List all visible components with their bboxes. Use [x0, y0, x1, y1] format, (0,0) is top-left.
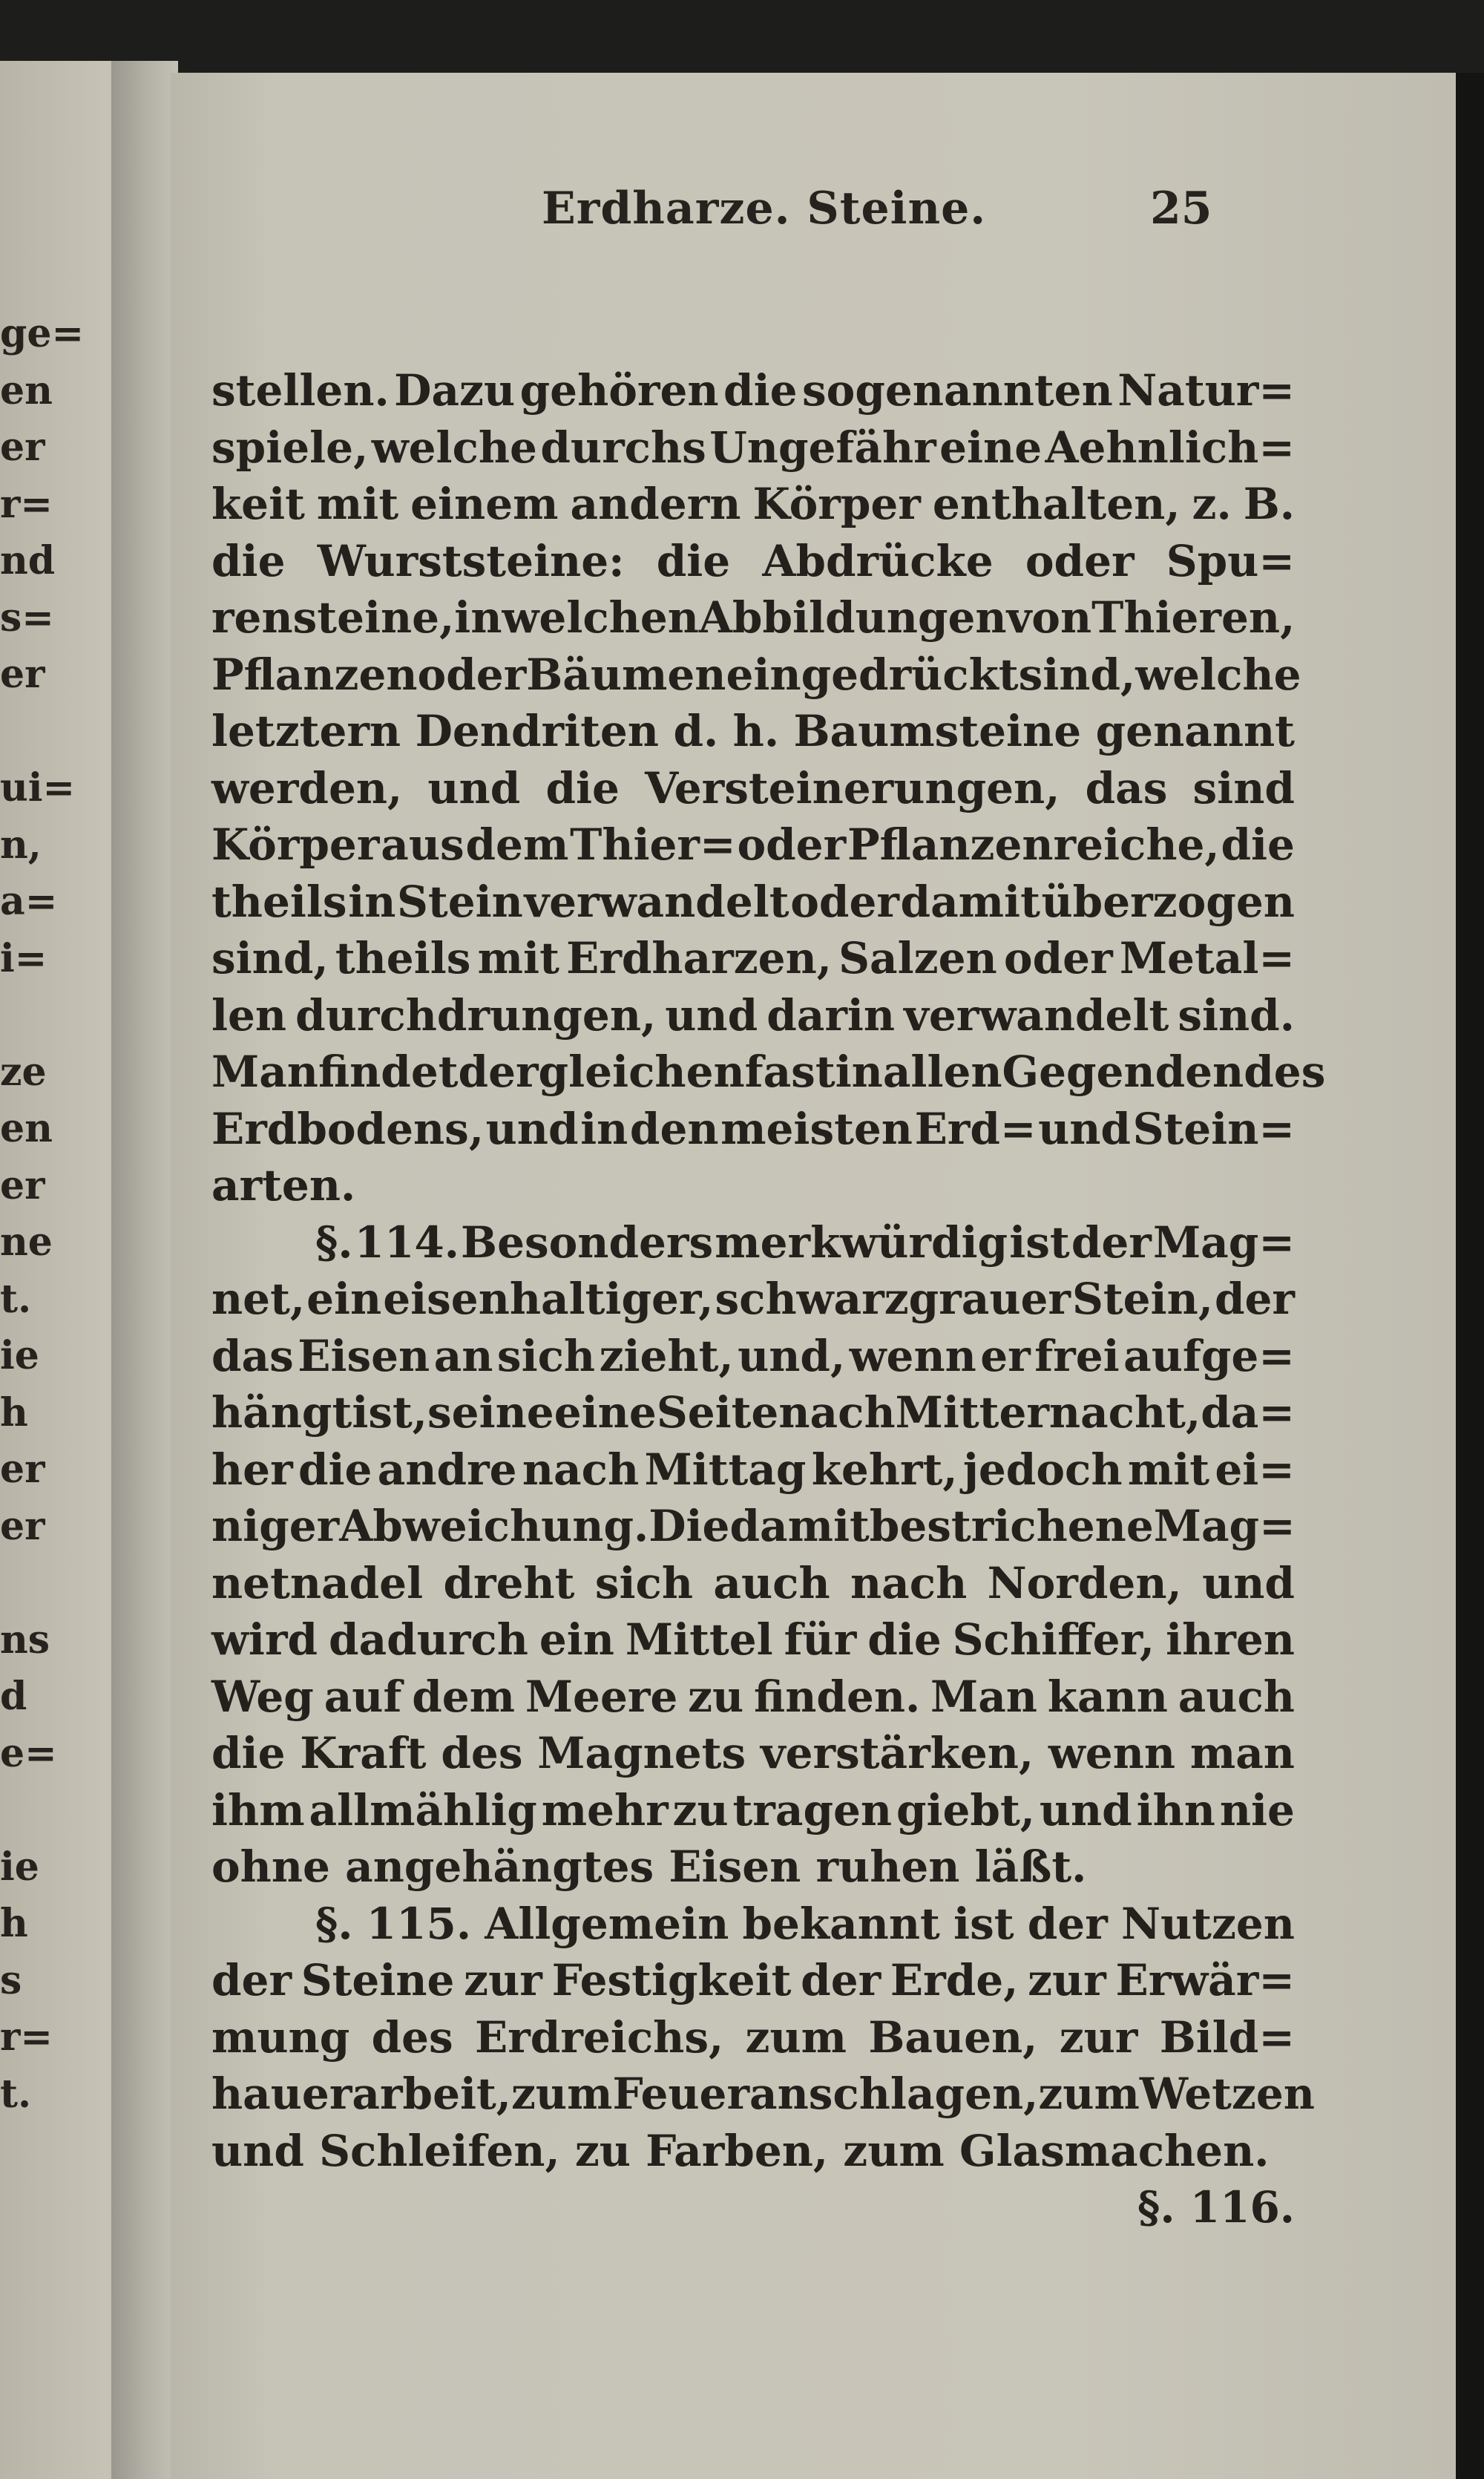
facing-page-fragment: ie: [0, 1333, 39, 1378]
facing-page-fragment: er: [0, 1447, 45, 1492]
facing-page-fragment: d: [0, 1674, 27, 1719]
text-line: ihm allmählig mehr zu tragen giebt, und ihn nie: [211, 1784, 1295, 1835]
facing-page-fragment: r=: [0, 481, 53, 527]
text-line: stellen. Dazu gehören die sogenannten Natur=: [211, 365, 1295, 416]
text-line: ohne angehängtes Eisen ruhen läßt.: [211, 1841, 1087, 1892]
facing-page-fragment: [0, 1555, 74, 1612]
facing-page-fragment: h: [0, 1389, 28, 1435]
page-shadow-edge: [1456, 73, 1484, 2479]
facing-page-fragment: ne: [0, 1219, 53, 1265]
facing-page-fragment: t.: [0, 2071, 32, 2117]
text-line: rensteine, in welchen Abbildungen von Thieren,: [211, 592, 1296, 643]
facing-page-fragment: ze: [0, 1049, 47, 1095]
facing-page-fragment: nd: [0, 538, 56, 583]
text-line: der Steine zur Festigkeit der Erde, zur Erwär=: [211, 1955, 1295, 2005]
facing-page-fragment: t.: [0, 1276, 32, 1322]
text-line: werden, und die Versteinerungen, das sind: [211, 762, 1295, 813]
facing-page-fragment: e=: [0, 1730, 57, 1776]
text-line: Körper aus dem Thier= oder Pflanzenreiche, die: [211, 819, 1295, 870]
running-head: Erdharze. Steine.: [542, 183, 987, 235]
text-line: letztern Dendriten d. h. Baumsteine genannt: [211, 706, 1295, 756]
text-line: §. 115. Allgemein bekannt ist der Nutzen: [315, 1898, 1295, 1949]
text-line: spiele, welche durchs Ungefähr eine Aehnlich=: [211, 422, 1295, 473]
facing-page-fragment: en: [0, 367, 53, 413]
facing-page-fragment: [0, 1782, 74, 1839]
facing-page-fragment: er: [0, 652, 45, 697]
facing-page-fragment: en: [0, 1106, 53, 1151]
book-gutter: [111, 61, 178, 2479]
text-line: her die andre nach Mittag kehrt, jedoch mit ei=: [211, 1444, 1295, 1495]
text-line: netnadel dreht sich auch nach Norden, und: [211, 1557, 1295, 1608]
facing-page-fragment: er: [0, 425, 45, 470]
facing-page-fragment: ge=: [0, 311, 85, 356]
text-line: niger Abweichung. Die damit bestrichene Mag=: [211, 1501, 1296, 1551]
page-number: 25: [1150, 183, 1212, 235]
facing-page-fragment: s=: [0, 595, 54, 641]
text-line: Weg auf dem Meere zu finden. Man kann auch: [211, 1671, 1295, 1722]
text-line: sind, theils mit Erdharzen, Salzen oder Metal=: [211, 933, 1295, 983]
text-line: die Kraft des Magnets verstärken, wenn man: [211, 1728, 1295, 1778]
facing-page-fragment: s: [0, 1957, 22, 2003]
facing-page-fragment: ie: [0, 1844, 39, 1890]
text-line: Erdbodens, und in den meisten Erd= und Stein=: [211, 1103, 1295, 1154]
text-line: mung des Erdreichs, zum Bauen, zur Bild=: [211, 2011, 1295, 2063]
text-line: Pflanzen oder Bäumen eingedrückt sind, welche: [211, 649, 1301, 700]
facing-page-fragment: r=: [0, 2014, 53, 2060]
text-line: net, ein eisenhaltiger, schwarzgrauer Stein, der: [211, 1274, 1295, 1324]
facing-page-fragment: n,: [0, 822, 42, 868]
facing-page-fragment: [0, 704, 74, 761]
text-line: die Wurststeine: die Abdrücke oder Spu=: [211, 535, 1295, 586]
facing-page-fragment: er: [0, 1503, 45, 1549]
text-line: das Eisen an sich zieht, und, wenn er frei aufge=: [211, 1330, 1295, 1381]
body-text: [211, 362, 1326, 2236]
facing-page-fragment: [0, 987, 74, 1044]
facing-page-fragment: ui=: [0, 765, 76, 810]
text-line: keit mit einem andern Körper enthalten, z. B.: [211, 479, 1295, 529]
text-line: §. 114. Besonders merkwürdig ist der Mag=: [315, 1216, 1295, 1268]
text-line: arten.: [211, 1160, 356, 1211]
facing-page-fragment: a=: [0, 879, 58, 924]
text-line: und Schleifen, zu Farben, zum Glasmachen.: [211, 2125, 1270, 2176]
facing-page-fragment: i=: [0, 935, 47, 981]
text-line: len durchdrungen, und darin verwandelt sind.: [211, 989, 1295, 1041]
text-line: hauerarbeit, zum Feueranschlagen, zum Wetzen: [211, 2069, 1315, 2119]
facing-page-fragments: [0, 306, 85, 2123]
text-line: hängt ist, seine eine Seite nach Mitternacht, da=: [211, 1387, 1295, 1438]
page-header: [171, 183, 1462, 249]
text-line: theils in Stein verwandelt oder damit überzogen: [211, 876, 1295, 927]
book-page: [171, 73, 1462, 2479]
text-line: §. 116.: [1137, 2182, 1295, 2233]
text-line: wird dadurch ein Mittel für die Schiffer, ihren: [211, 1614, 1295, 1665]
text-line: Man findet dergleichen fast in allen Gegenden des: [211, 1047, 1326, 1097]
facing-page-fragment: ns: [0, 1617, 50, 1663]
facing-page-fragment: er: [0, 1162, 45, 1208]
facing-page-fragment: h: [0, 1901, 28, 1946]
